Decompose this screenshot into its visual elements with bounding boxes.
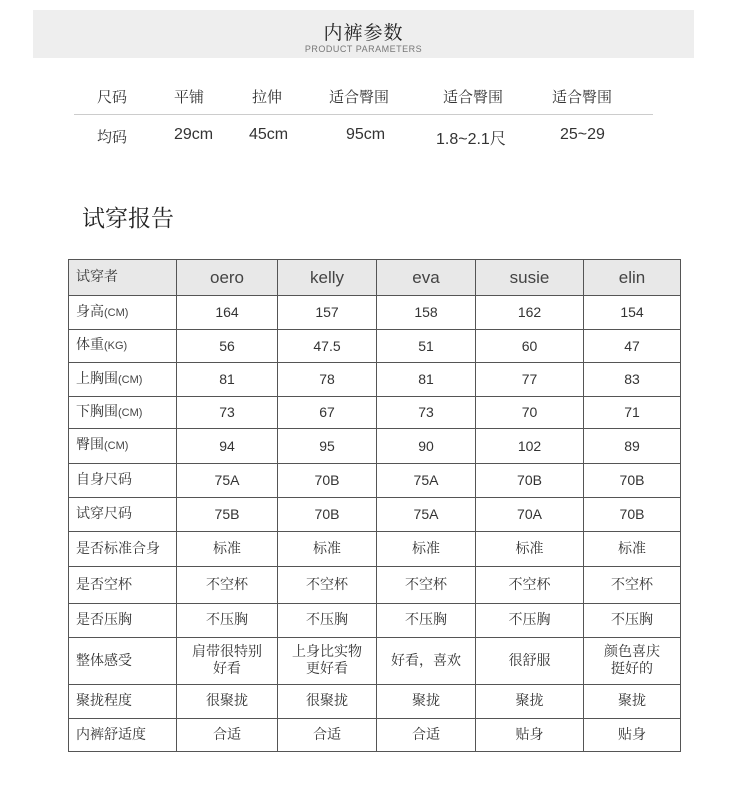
corner-cell: 试穿者	[69, 260, 177, 296]
table-cell: 不空杯	[584, 567, 681, 604]
table-cell: 不压胸	[476, 604, 584, 638]
table-cell: 颜色喜庆 挺好的	[584, 638, 681, 685]
product-parameters-banner	[33, 10, 694, 58]
table-cell: 95	[278, 429, 377, 464]
param-header: 平铺	[174, 88, 205, 106]
row-label	[69, 638, 177, 685]
table-row	[69, 363, 681, 397]
banner-title: 内裤参数	[323, 22, 404, 44]
table-cell: 47	[584, 330, 681, 363]
table-cell: 47.5	[278, 330, 377, 363]
param-header: 适合臀围	[443, 88, 504, 106]
param-value: 95cm	[346, 126, 386, 143]
param-value: 1.8~2.1尺	[436, 131, 506, 148]
row-label-text: 整体感受	[76, 652, 132, 669]
table-cell: 90	[377, 429, 476, 464]
table-cell: 70B	[278, 464, 377, 498]
row-label-unit: (CM)	[104, 440, 129, 452]
param-value: 45cm	[249, 126, 289, 143]
row-label-text: 下胸围	[76, 403, 118, 420]
table-row	[69, 719, 681, 752]
table-cell: 聚拢	[377, 685, 476, 719]
table-cell: 70B	[584, 498, 681, 532]
table-cell: 不压胸	[177, 604, 278, 638]
row-label	[69, 464, 177, 498]
table-cell: 75A	[377, 464, 476, 498]
table-cell: 合适	[177, 719, 278, 752]
table-cell: 70A	[476, 498, 584, 532]
table-cell: 77	[476, 363, 584, 397]
row-label-text: 试穿尺码	[76, 506, 132, 522]
row-label	[69, 604, 177, 638]
row-label-text: 自身尺码	[76, 472, 132, 488]
table-cell: 很舒服	[476, 638, 584, 685]
table-cell: 肩带很特别 好看	[177, 638, 278, 685]
row-label-unit: (CM)	[118, 373, 143, 386]
parameters-table	[74, 80, 653, 160]
table-cell: 70B	[278, 498, 377, 532]
table-row	[69, 685, 681, 719]
divider	[74, 114, 653, 115]
row-label-text: 上胸围	[76, 370, 118, 387]
table-cell: 71	[584, 397, 681, 429]
table-cell: 164	[177, 296, 278, 330]
param-header: 适合臀围	[329, 88, 390, 106]
table-row	[69, 532, 681, 567]
table-cell: 73	[377, 397, 476, 429]
table-cell: 157	[278, 296, 377, 330]
table-cell: 81	[377, 363, 476, 397]
row-label-text: 聚拢程度	[76, 693, 132, 709]
table-cell: 75A	[177, 464, 278, 498]
table-cell: 102	[476, 429, 584, 464]
row-label	[69, 330, 177, 363]
table-cell: 不空杯	[377, 567, 476, 604]
table-cell: 75A	[377, 498, 476, 532]
table-cell: 70B	[476, 464, 584, 498]
row-label	[69, 567, 177, 604]
table-cell: 70B	[584, 464, 681, 498]
table-row	[69, 429, 681, 464]
row-label	[69, 363, 177, 397]
table-row	[69, 330, 681, 363]
table-row	[69, 296, 681, 330]
table-cell: 标准	[584, 532, 681, 567]
table-cell: 贴身	[476, 719, 584, 752]
table-row	[69, 397, 681, 429]
row-label	[69, 429, 177, 464]
table-cell: 很聚拢	[278, 685, 377, 719]
table-cell: 81	[177, 363, 278, 397]
table-row	[69, 604, 681, 638]
row-label-unit: (KG)	[104, 340, 128, 352]
row-label	[69, 397, 177, 429]
table-header-row	[69, 260, 681, 296]
tester-name: susie	[476, 260, 584, 296]
table-cell: 标准	[377, 532, 476, 567]
table-cell: 70	[476, 397, 584, 429]
table-cell: 标准	[177, 532, 278, 567]
row-label	[69, 532, 177, 567]
table-cell: 合适	[278, 719, 377, 752]
table-cell: 贴身	[584, 719, 681, 752]
param-header: 适合臀围	[552, 88, 613, 106]
table-cell: 89	[584, 429, 681, 464]
table-row	[69, 464, 681, 498]
tester-name: eva	[377, 260, 476, 296]
row-label-text: 臀围	[76, 437, 104, 453]
param-header: 拉伸	[252, 88, 283, 106]
table-cell: 78	[278, 363, 377, 397]
table-cell: 67	[278, 397, 377, 429]
table-cell: 158	[377, 296, 476, 330]
table-cell: 75B	[177, 498, 278, 532]
banner-subtitle: PRODUCT PARAMETERS	[304, 44, 423, 54]
row-label-unit: (CM)	[104, 306, 129, 319]
table-cell: 不空杯	[177, 567, 278, 604]
table-cell: 聚拢	[476, 685, 584, 719]
table-cell: 好看，喜欢	[377, 638, 476, 685]
table-cell: 不压胸	[377, 604, 476, 638]
fitting-report-table	[68, 259, 681, 752]
table-row	[69, 567, 681, 604]
row-label-text: 体重	[76, 337, 104, 353]
table-cell: 不压胸	[584, 604, 681, 638]
table-cell: 56	[177, 330, 278, 363]
table-cell: 不压胸	[278, 604, 377, 638]
report-title: 试穿报告	[82, 206, 174, 232]
row-label-text: 内裤舒适度	[76, 726, 146, 743]
table-cell: 154	[584, 296, 681, 330]
param-value: 29cm	[174, 126, 214, 143]
table-row	[69, 498, 681, 532]
table-cell: 60	[476, 330, 584, 363]
row-label-text: 身高	[76, 303, 104, 320]
table-cell: 51	[377, 330, 476, 363]
row-label-unit: (CM)	[118, 406, 143, 419]
table-cell: 162	[476, 296, 584, 330]
table-cell: 83	[584, 363, 681, 397]
param-value: 25~29	[560, 126, 605, 143]
param-value: 均码	[97, 128, 128, 146]
table-cell: 标准	[278, 532, 377, 567]
row-label	[69, 719, 177, 752]
row-label-text: 是否压胸	[76, 612, 132, 628]
param-header: 尺码	[97, 88, 128, 106]
table-cell: 聚拢	[584, 685, 681, 719]
table-row	[69, 638, 681, 685]
tester-name: elin	[584, 260, 681, 296]
table-cell: 73	[177, 397, 278, 429]
table-cell: 标准	[476, 532, 584, 567]
tester-name: kelly	[278, 260, 377, 296]
row-label-text: 是否空杯	[76, 576, 132, 593]
row-label	[69, 498, 177, 532]
table-cell: 94	[177, 429, 278, 464]
table-cell: 不空杯	[476, 567, 584, 604]
row-label	[69, 296, 177, 330]
tester-name: oero	[177, 260, 278, 296]
row-label	[69, 685, 177, 719]
row-label-text: 是否标准合身	[76, 540, 160, 557]
table-cell: 合适	[377, 719, 476, 752]
table-cell: 很聚拢	[177, 685, 278, 719]
table-cell: 不空杯	[278, 567, 377, 604]
table-cell: 上身比实物 更好看	[278, 638, 377, 685]
